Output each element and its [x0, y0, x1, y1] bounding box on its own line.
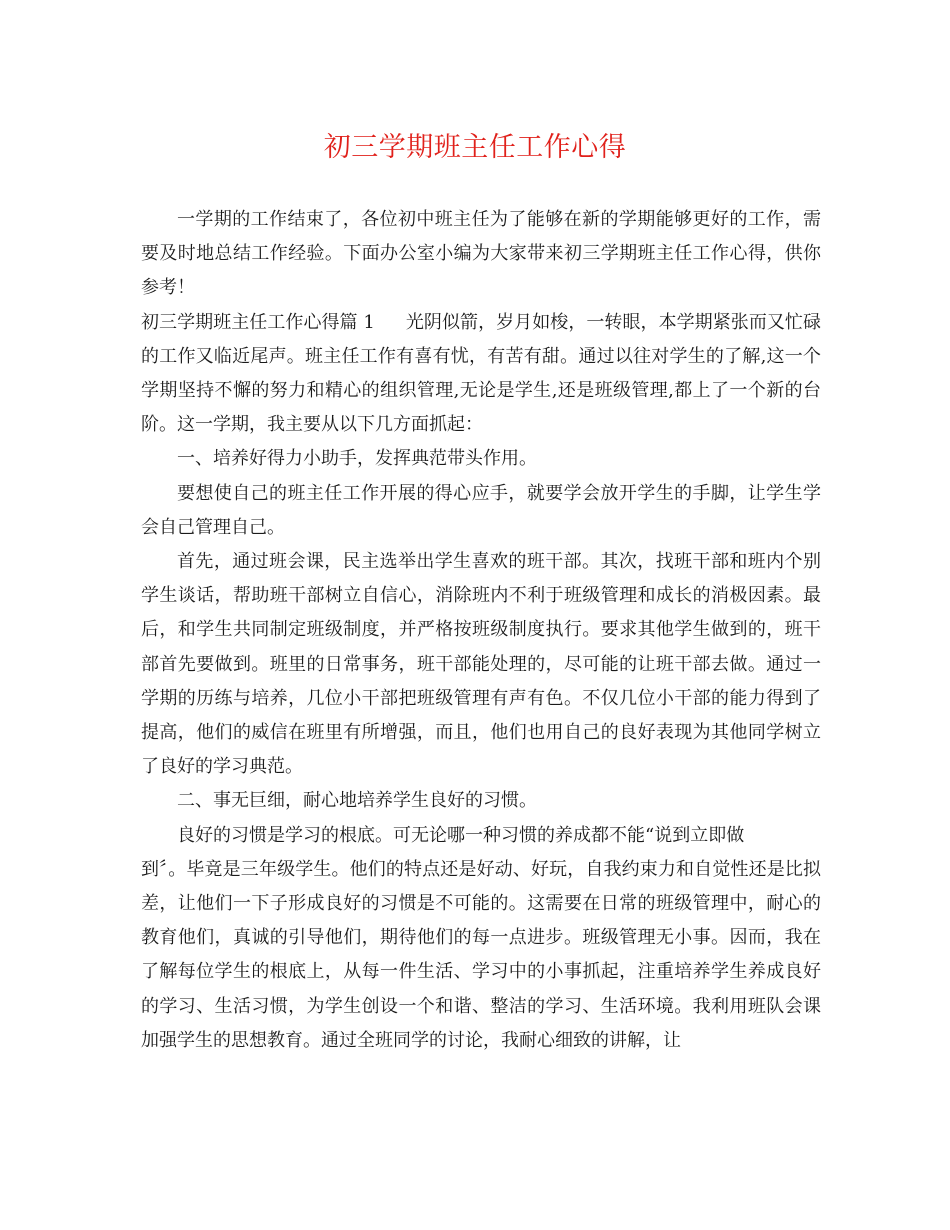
paragraph-1: 要想使自己的班主任工作开展的得心应手，就要学会放开学生的手脚，让学生学会自己管理自己。 [141, 482, 821, 538]
article-label: 初三学期班主任工作心得篇 1 [141, 311, 375, 333]
article-first-paragraph [141, 306, 821, 443]
paragraph-3-continued: 到〞。毕竟是三年级学生。他们的特点还是好动、好玩，自我约束力和自觉性还是比拟差，让他们一下子形成良好的习惯是不可能的。这需要在日常的班级管理中，耐心的教育他们，真诚的引导他们，期待他们的每一点进步。班级管理无小事。因而，我在了解每位学生的根底上，从每一件生活、学习中的小事抓起，注重培养学生养成良好的学习、生活习惯，为学生创设一个和谐、整洁的学习、生活环境。我利用班队会课加强学生的思想教育。通过全班同学的讨论，我耐心细致的讲解，让 [141, 858, 821, 1051]
paragraph-2: 首先，通过班会课，民主选举出学生喜欢的班干部。其次，找班干部和班内个别学生谈话，帮助班干部树立自信心，消除班内不利于班级管理和成长的消极因素。最后，和学生共同制定班级制度，并严格按班级制度执行。要求其他学生做到的，班干部首先要做到。班里的日常事务，班干部能处理的，尽可能的让班干部去做。通过一学期的历练与培养，几位小干部把班级管理有声有色。不仅几位小干部的能力得到了提高，他们的威信在班里有所增强，而且，他们也用自己的良好表现为其他同学树立了良好的学习典范。 [141, 551, 821, 778]
document-title: 初三学期班主任工作心得 [323, 132, 627, 163]
intro-paragraph: 一学期的工作结束了，各位初中班主任为了能够在新的学期能够更好的工作，需要及时地总结工作经验。下面办公室小编为大家带来初三学期班主任工作心得，供你参考！ [141, 209, 821, 299]
section-heading-2: 二、事无巨细，耐心地培养学生良好的习惯。 [177, 790, 537, 812]
article-first-text: 光阴似箭，岁月如梭，一转眼，本学期紧张而又忙碌的工作又临近尾声。班主任工作有喜有忧，有苦有甜。通过以往对学生的了解,这一个学期坚持不懈的努力和精心的组织管理,无论是学生,还是班级管理,都上了一个新的台阶。这一学期，我主要从以下几方面抓起： [141, 311, 821, 436]
section-heading-1: 一、培养好得力小助手，发挥典范带头作用。 [177, 448, 537, 470]
document-body [141, 203, 821, 1058]
paragraph-3-line-1: 良好的习惯是学习的根底。可无论哪一种习惯的养成都不能“说到立即做 [177, 824, 745, 846]
